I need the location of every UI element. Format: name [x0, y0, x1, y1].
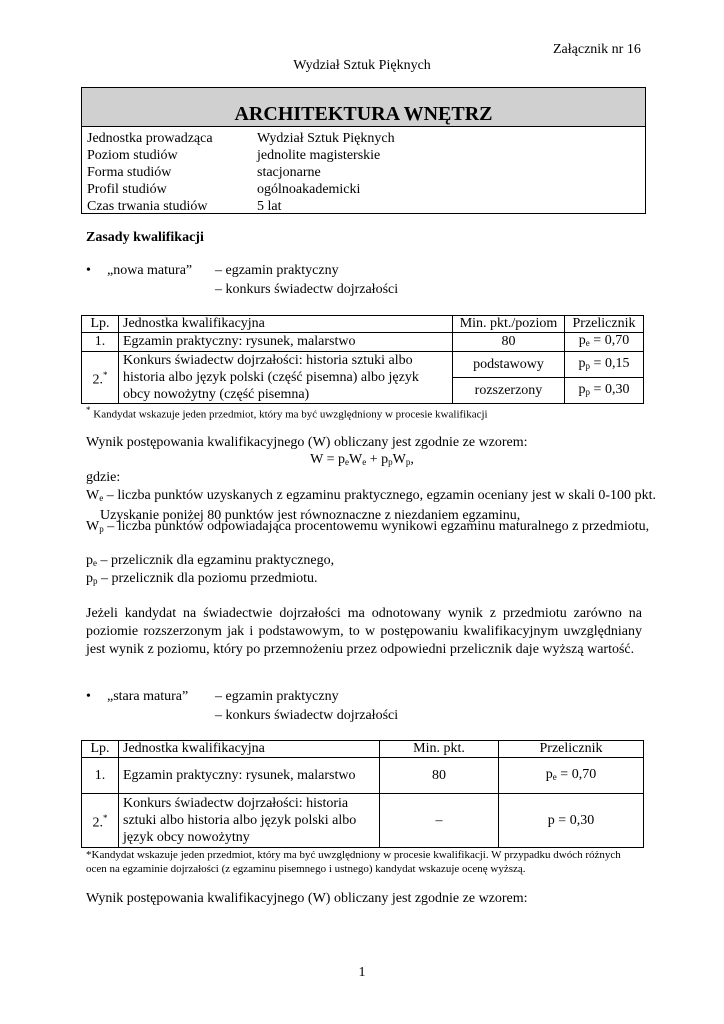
new-matura-label: „nowa matura” — [107, 263, 193, 278]
where-label: gdzie: — [86, 470, 121, 485]
bullet-icon: • — [86, 689, 91, 704]
pe-definition: $p_e$ – przelicznik dla egzaminu praktycznego, — [86, 553, 335, 568]
we-definition: $W_e$ – liczba punktów uzyskanych z egzaminu praktycznego, egzamin oceniany jest w skali 0-100 pkt. Uzyskanie poniżej 80 punktów jest równoznaczne z niezdaniem egzaminu, — [86, 488, 656, 523]
program-box — [81, 87, 646, 214]
page-number: 1 — [358, 965, 366, 980]
info-row: Forma studiów stacjonarne — [87, 165, 321, 180]
wp-definition: $W_p$ – liczba punktów odpowiadająca procentowemu wynikowi egzaminu maturalnego z przedmiotu, — [86, 519, 650, 534]
program-info — [87, 130, 395, 215]
new-matura-item: – egzamin praktyczny — [215, 263, 339, 278]
faculty-header: Wydział Sztuk Pięknych — [293, 58, 431, 73]
old-matura-item: – konkurs świadectw dojrzałości — [215, 708, 399, 723]
info-row: Poziom studiów jednolite magisterskie — [87, 148, 381, 163]
footnote: * Kandydat wskazuje jeden przedmiot, który ma być uwzględniony w procesie kwalifikacji — [86, 405, 488, 421]
new-matura-table: Lp. Jednostka kwalifikacyjna Min. pkt./poziom Przelicznik 1. Egzamin praktyczny: rysunek, malarstwo 80 $p_e = 0,70$ 2.* Konkurs świadectw dojrzałości: historia sztuki albo historia albo język polski (część pisemna) albo język obcy nowożytny (część pisemna) podstawowy $p_p = 0,15$ rozszerzony $p_p = 0,30$ — [81, 315, 644, 404]
new-matura-item: – konkurs świadectw dojrzałości — [215, 282, 399, 297]
attachment-label: Załącznik nr 16 — [553, 42, 641, 57]
program-title: ARCHITEKTURA WNĘTRZ — [82, 88, 645, 127]
level-paragraph: Jeżeli kandydat na świadectwie dojrzałości ma odnotowany wynik z przedmiotu zarówno na poziomie rozszerzonym jak i podstawowym, to w postępowaniu kwalifikacyjnym uwzględniany jest wynik z poziomu, który po przemnożeniu przez odpowiedni przelicznik daje wyższą wartość. — [86, 606, 642, 657]
old-matura-item: – egzamin praktyczny — [215, 689, 339, 704]
info-row: Profil studiów ogólnoakademicki — [87, 182, 361, 197]
closing-text: Wynik postępowania kwalifikacyjnego (W) obliczany jest zgodnie ze wzorem: — [86, 891, 528, 906]
info-row: Czas trwania studiów 5 lat — [87, 199, 282, 214]
bullet-icon: • — [86, 263, 91, 278]
old-matura-table: Lp. Jednostka kwalifikacyjna Min. pkt. Przelicznik 1. Egzamin praktyczny: rysunek, malarstwo 80 $p_e = 0,70$ 2.* Konkurs świadectw dojrzałości: historia sztuki albo historia albo język polski albo język obcy nowożytny – p = 0,30 — [81, 740, 644, 848]
section-heading: Zasady kwalifikacji — [86, 230, 204, 245]
pp-definition: $p_p$ – przelicznik dla poziomu przedmiotu. — [86, 571, 318, 586]
info-row: Jednostka prowadząca Wydział Sztuk Pięknych — [87, 131, 395, 146]
formula-intro: Wynik postępowania kwalifikacyjnego (W) obliczany jest zgodnie ze wzorem: — [86, 435, 528, 450]
formula: $W = p_eW_e + p_pW_p$, — [310, 452, 414, 467]
footnote: *Kandydat wskazuje jeden przedmiot, który ma być uwzględniony w procesie kwalifikacji. W przypadku dwóch różnych ocen na egzaminie dojrzałości (z egzaminu pisemnego i ustnego) kandydat wskazuje ocenę wyższą. — [86, 849, 621, 875]
old-matura-label: „stara matura” — [107, 689, 189, 704]
